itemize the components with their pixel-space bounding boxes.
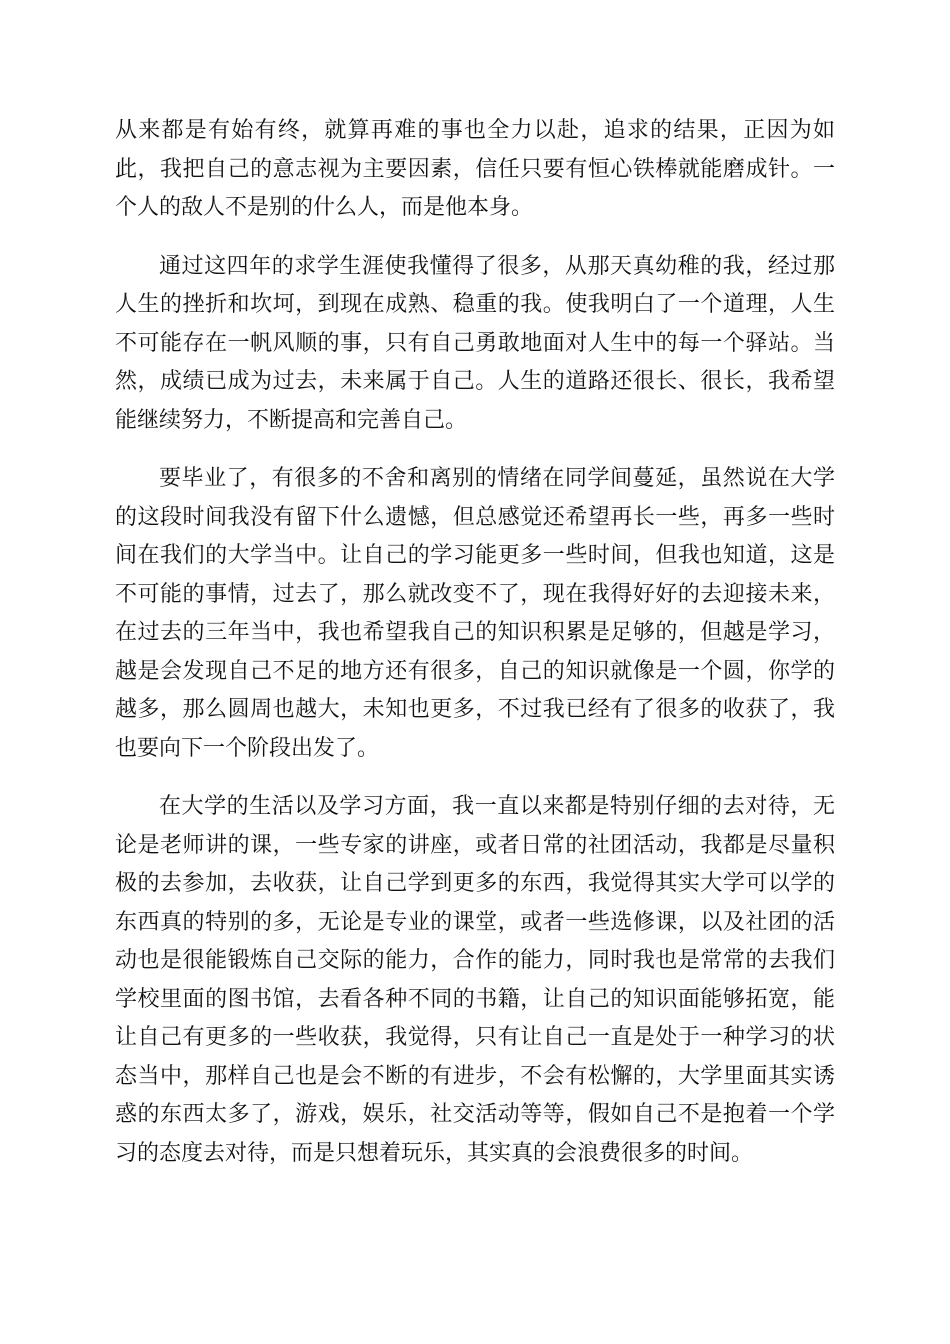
paragraph-university-life: 在大学的生活以及学习方面，我一直以来都是特别仔细的去对待，无论是老师讲的课，一些专家的讲座，或者日常的社团活动，我都是尽量积极的去参加，去收获，让自己学到更多的东西，我觉得其实大学可以学的东西真的特别的多，无论是专业的课堂，或者一些选修课，以及社团的活动也是很能锻炼自己交际的能力，合作的能力，同时我也是常常的去我们学校里面的图书馆，去看各种不同的书籍，让自己的知识面能够拓宽，能让自己有更多的一些收获，我觉得，只有让自己一直是处于一种学习的状态当中，那样自己也是会不断的有进步，不会有松懈的，大学里面其实诱惑的东西太多了，游戏，娱乐，社交活动等等，假如自己不是抱着一个学习的态度去对待，而是只想着玩乐，其实真的会浪费很多的时间。 [115,794,835,1166]
document-page [115,112,835,1193]
paragraph-study-years: 通过这四年的求学生涯使我懂得了很多，从那天真幼稚的我，经过那人生的挫折和坎坷，到现在成熟、稳重的我。使我明白了一个道理，人生不可能存在一帆风顺的事，只有自己勇敢地面对人生中的每一个驿站。当然，成绩已成为过去，未来属于自己。人生的道路还很长、很长，我希望能继续努力，不断提高和完善自己。 [115,253,835,433]
paragraph-continuation: 从来都是有始有终，就算再难的事也全力以赴，追求的结果，正因为如此，我把自己的意志视为主要因素，信任只要有恒心铁棒就能磨成针。一个人的敌人不是别的什么人，而是他本身。 [115,118,835,220]
paragraph-graduation: 要毕业了，有很多的不舍和离别的情绪在同学间蔓延，虽然说在大学的这段时间我没有留下什么遗憾，但总感觉还希望再长一些，再多一些时间在我们的大学当中。让自己的学习能更多一些时间，但我也知道，这是不可能的事情，过去了，那么就改变不了，现在我得好好的去迎接未来，在过去的三年当中，我也希望我自己的知识积累是足够的，但越是学习，越是会发现自己不足的地方还有很多，自己的知识就像是一个圆，你学的越多，那么圆周也越大，未知也更多，不过我已经有了很多的收获了，我也要向下一个阶段出发了。 [115,466,835,761]
